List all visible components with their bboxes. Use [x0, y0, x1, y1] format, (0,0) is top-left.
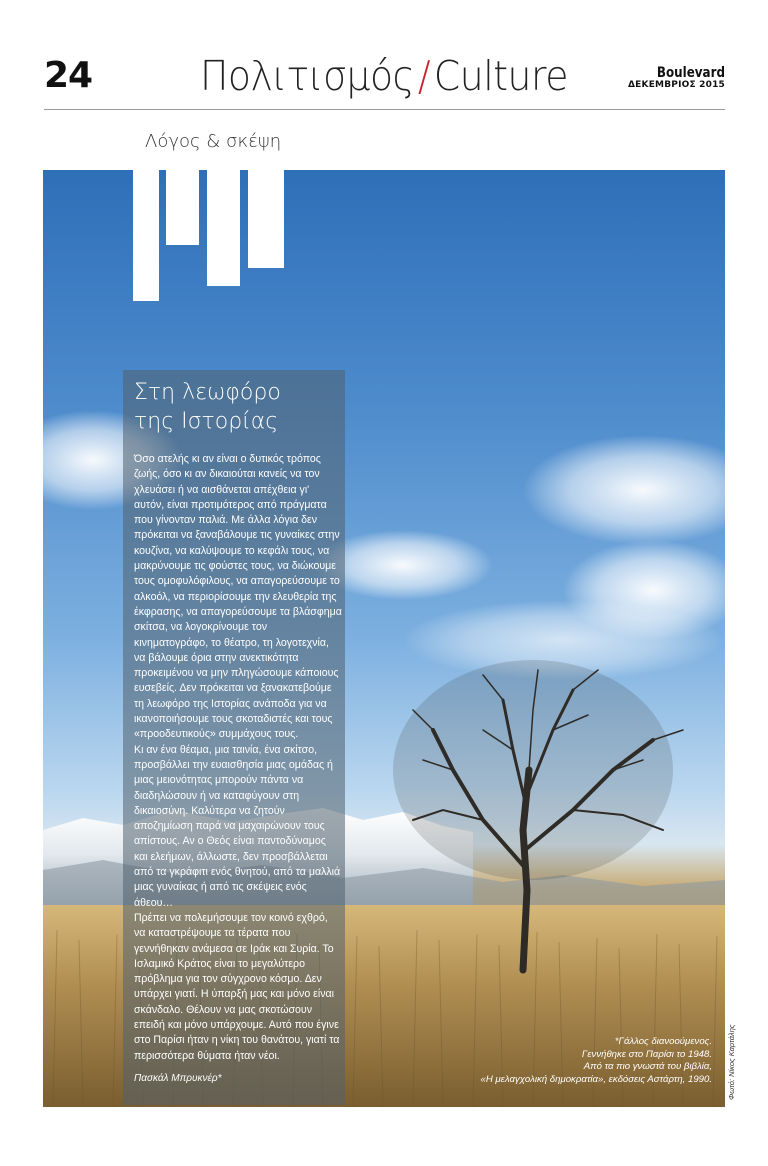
page-number: 24: [44, 55, 93, 96]
article-headline: [134, 378, 344, 436]
bio-line-1: *Γάλλος διανοούμενος.: [614, 1036, 712, 1047]
tree-crown: [393, 660, 673, 880]
article-body: [134, 452, 342, 1064]
article-paragraph-3: Πρέπει να πολεμήσουμε τον κοινό εχθρό, να καταστρέψουμε τα τέρατα που γεννήθηκαν ανάμεσα σε Ιράκ και Συρία. Το Ισλαμικό Κράτος είναι το μεγαλύτερο πρόβλημα για τον σύγχρονο κόσμο. Δεν υπάρχει γιατί. Η ύπαρξή μας και μόνο είναι σκάνδαλο. Θέλουν να μας σκοτώσουν επειδή και μόνο υπάρχουμε. Αυτό που έγινε στο Παρίσι ήταν η νίκη του θανάτου, γιατί τα περισσότερα θύματα ήταν νέοι.: [134, 911, 340, 1062]
headline-line-2: της Ιστορίας: [134, 409, 279, 434]
bio-line-4: «Η μελαγχολική δημοκρατία», εκδόσεις Αστάρτη, 1990.: [480, 1073, 712, 1085]
section-title-separator: /: [417, 52, 431, 100]
masthead-brand: Boulevard: [656, 65, 725, 81]
article-paragraph-2: Κι αν ένα θέαμα, μια ταινία, ένα σκίτσο, προσβάλλει την ευαισθησία μιας ομάδας ή μιας μειονότητας μπορούν πάντα να διαδηλώσουν ή να καταφύγουν στη δικαιοσύνη. Καλύτερα να ζητούν αποζημίωση παρά να μαχαιρώνουν τους απίστους. Αν ο Θεός είναι παντοδύναμος και ελεήμων, άλλωστε, δεν προσβάλλεται από τα γκράφιτι ενός θνητού, από τα μαλλιά μιας γυναίκας ή από τις σκέψεις ενός άθεου…: [134, 743, 341, 909]
article-author: Πασκάλ Μπρυκνέρ*: [134, 1073, 222, 1084]
decorative-bar-4: [248, 170, 284, 268]
decorative-bar-1: [133, 170, 159, 301]
masthead: [628, 66, 725, 90]
cloud-right-upper: [523, 435, 725, 545]
column-label: Λόγος & σκέψη: [145, 131, 282, 152]
header-rule: [44, 109, 725, 110]
photo-credit: Φωτό: Νίκος Καρτάλης: [727, 1024, 736, 1100]
author-bio: [481, 1036, 713, 1086]
article-paragraph-1: Όσο ατελής κι αν είναι ο δυτικός τρόπος ζωής, όσο κι αν δικαιούται κανείς να τον χλευάσει ή να αισθάνεται απέχθεια γι' αυτόν, είναι προτιμότερος από πράγματα που γίνονταν παλιά. Με άλλα λόγια δεν πρόκειται να ξαναβάλουμε τις γυναίκες στην κουζίνα, να καλύψουμε το κεφάλι τους, να μακρύνουμε τις φούστες τους, να διώκουμε τους ομοφυλόφιλους, να απαγορεύσουμε το αλκοόλ, να περιορίσουμε την ελευθερία της έκφρασης, να απαγορεύσουμε τα βλάσφημα σκίτσα, να λογοκρίνουμε τον κινηματογράφο, το θέατρο, τη λογοτεχνία, να βάλουμε όρια στην ανεκτικότητα προκειμένου να μην πληγώσουμε κάποιους ευσεβείς. Δεν πρόκειται να ξανακατεβούμε τη λεωφόρο της Ιστορίας ανάποδα για να ικανοποιήσουμε τους σκοταδιστές και τους «προοδευτικούς» συμμάχους τους.: [134, 453, 342, 741]
section-title-greek: Πολιτισμός: [200, 52, 415, 100]
section-title-english: Culture: [433, 52, 568, 100]
bio-line-2: Γεννήθηκε στο Παρίσι το 1948.: [581, 1048, 712, 1060]
headline-line-1: Στη λεωφόρο: [134, 380, 281, 405]
masthead-issue: ΔΕΚΕΜΒΡΙΟΣ 2015: [628, 80, 725, 90]
decorative-bar-3: [207, 170, 240, 286]
decorative-bar-2: [166, 170, 199, 245]
bio-line-3: Από τα πιο γνωστά του βιβλία,: [583, 1061, 712, 1073]
